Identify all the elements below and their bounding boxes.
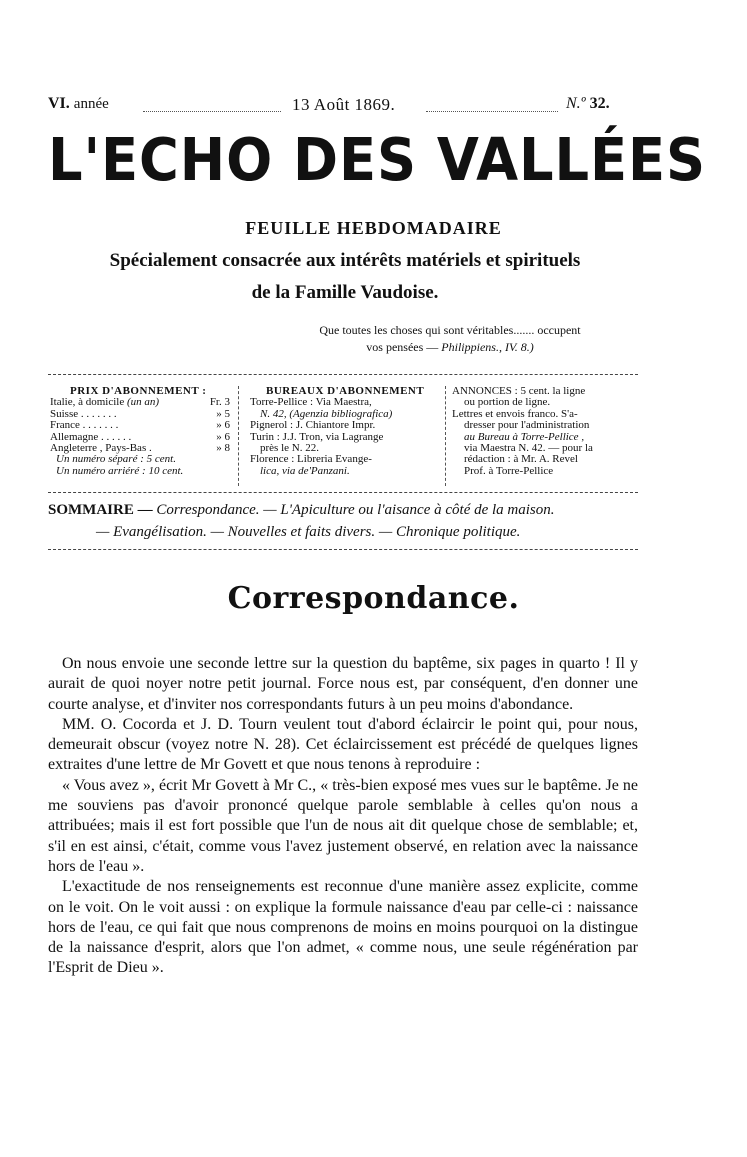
price-row: Allemagne . . . . . . » 6 — [50, 430, 230, 443]
article-paragraph: MM. O. Cocorda et J. D. Tourn veulent tout d'abord éclaircir le point qui, pour nous, demeurait obscur (voyez notre N. 28). Cet éclaircissement est précédé de quelques lignes extraites d'une lettre de Mr Govett et que nous tenons à reproduire : — [48, 715, 638, 774]
volume-year: VI. année — [48, 95, 109, 112]
article-paragraph: On nous envoie une seconde lettre sur la question du baptême, six pages in quarto ! Il y aurait de quoi noyer notre petit journal. Force nous est, par conséquent, d'en donner une courte analyse, et d'inviter nos correspondants futurs à un peu moins d'abondance. — [48, 655, 638, 713]
bureau-line: près le N. 22. — [260, 442, 319, 455]
newspaper-subtitle: FEUILLE HEBDOMADAIRE — [245, 218, 502, 238]
bureaux-heading: BUREAUX D'ABONNEMENT — [266, 385, 425, 397]
article-paragraph: L'exactitude de nos renseignements est reconnue d'une manière assez explicite, comme on le voit. On le voit aussi : on explique la formule naissance d'eau par celle-ci : naissance hors de l'eau, ce qui fait que nous comprenons de moins en moins pourquoi on la distingue de la naissance d'esprit, alors que l'on admet, « comme nous, une seule régénération par l'Esprit de Dieu ». — [48, 878, 638, 977]
box-top-rule — [48, 374, 638, 379]
summary-bottom-rule — [48, 549, 638, 554]
motto-line-1: Que toutes les choses qui sont véritables....... occupent — [319, 323, 581, 337]
price-row: Angleterre , Pays-Bas . » 8 — [50, 442, 230, 455]
annonce-line: au Bureau à Torre-Pellice , — [464, 430, 585, 443]
article-paragraph: « Vous avez », écrit Mr Govett à Mr C., « très-bien exposé mes vues sur le baptême. Je ne me souviens pas d'avoir prononcé quelque parole semblable à celles qu'on nous a attribuées; mais il est fort possible que l'un de nous ait dit quelque chose de semblable; et, s'il en est ainsi, c'était, comme vous l'avez justement observé, en relation avec la naissance hors de l'eau ». — [48, 776, 638, 875]
box-bottom-rule — [48, 492, 638, 497]
article-body — [48, 654, 638, 979]
single-issue-price: Un numéro séparé : 5 cent. — [56, 453, 176, 466]
prices-column — [50, 386, 230, 477]
bureau-line: lica, via de'Panzani. — [260, 464, 350, 477]
motto-line-2: vos pensées — Philippiens., IV. 8.) — [366, 340, 534, 354]
summary-line-1: SOMMAIRE — Correspondance. — L'Apiculture ou l'aisance à côté de la maison. — [48, 502, 555, 518]
annonce-line: Lettres et envois franco. S'a- — [452, 407, 578, 420]
description-line-1: Spécialement consacrée aux intérêts matériels et spirituels — [109, 250, 581, 271]
annonce-line: Prof. à Torre-Pellice — [464, 464, 554, 477]
annonce-line: dresser pour l'administration — [464, 419, 590, 432]
annonce-line: ou portion de ligne. — [464, 396, 551, 409]
bureau-line: N. 42, (Agenzia bibliografica) — [260, 407, 393, 420]
bureau-line: Pignerol : J. Chiantore Impr. — [250, 419, 376, 432]
annonce-line: rédaction : à Mr. A. Revel — [464, 453, 578, 466]
prices-heading: PRIX D'ABONNEMENT : — [70, 385, 207, 397]
price-row: Italie, à domicile (un an) Fr. 3 — [50, 396, 230, 409]
annonce-line: ANNONCES : 5 cent. la ligne — [452, 385, 586, 397]
back-issue-price: Un numéro arriéré : 10 cent. — [56, 464, 184, 477]
issue-number: N.º 32. — [566, 95, 610, 112]
column-divider — [445, 386, 446, 486]
bureau-line: Torre-Pellice : Via Maestra, — [250, 396, 372, 409]
header-dotted-rule-left — [143, 111, 281, 112]
description-line-2: de la Famille Vaudoise. — [251, 282, 439, 303]
header-dotted-rule-right — [426, 111, 558, 112]
section-heading: Correspondance. — [227, 581, 520, 616]
issue-date: 13 Août 1869. — [292, 95, 396, 114]
column-divider — [238, 386, 239, 486]
annonces-column — [452, 386, 642, 477]
price-row: France . . . . . . . » 6 — [50, 419, 230, 432]
summary-line-2: — Evangélisation. — Nouvelles et faits divers. — Chronique politique. — [96, 524, 521, 540]
annonce-line: via Maestra N. 42. — pour la — [464, 442, 593, 455]
bureau-line: Turin : J.J. Tron, via Lagrange — [250, 430, 384, 443]
bureaux-column — [250, 386, 440, 477]
price-row: Suisse . . . . . . . » 5 — [50, 407, 230, 420]
bureau-line: Florence : Libreria Evange- — [250, 453, 372, 466]
newspaper-title: L'ECHO DES VALLÉES — [48, 125, 707, 194]
